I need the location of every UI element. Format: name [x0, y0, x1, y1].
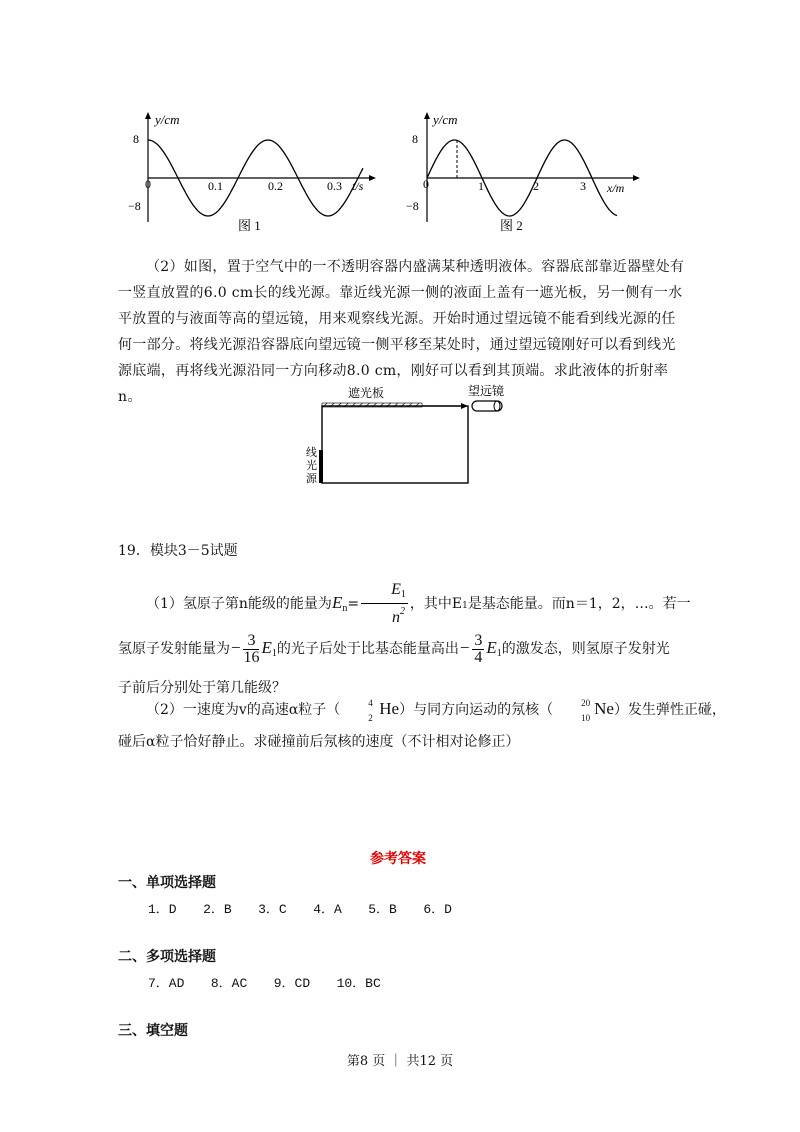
- telescope: [472, 401, 502, 411]
- fig2-xtick-3: 3: [580, 179, 586, 193]
- fig2-xtick-1: 1: [478, 179, 484, 193]
- source-label-2: 光: [306, 459, 317, 472]
- excited-energy-fraction: $\frac{3}{4}$: [474, 631, 483, 666]
- answer-5: 5．B: [368, 902, 397, 917]
- fig1-xtick-3: 0.3: [327, 179, 342, 193]
- line-light-source: [319, 450, 323, 483]
- page-footer: 第8 页 ｜ 共12 页: [346, 1054, 454, 1069]
- answer-2: 2．B: [203, 902, 232, 917]
- fig2-ytick-neg: −8: [406, 199, 419, 213]
- fig2-ytick-pos: 8: [412, 132, 418, 146]
- source-label-1: 线: [306, 446, 317, 459]
- shade-board: [322, 403, 422, 407]
- fig1-origin: 0: [145, 177, 151, 191]
- figure-2-graph: [402, 110, 642, 235]
- section-2-heading: 二、多项选择题: [118, 949, 216, 965]
- fig2-ylabel: y/cm: [433, 112, 458, 127]
- fig1-xlabel: t/s: [352, 179, 364, 193]
- fig1-ytick-neg: −8: [128, 199, 141, 213]
- section-3-heading: 三、填空题: [118, 1023, 188, 1039]
- fig1-caption: 图 1: [238, 218, 261, 233]
- answer-8: 8．AC: [210, 976, 248, 991]
- question-19-part-2: （2）一速度为v的高速α粒子（ 4 2 He）与同方向运动的氖核（ 20 10 Ne）发生弹性正碰， 碰后α粒子恰好静止。求碰撞前后氖核的速度（不计相对论修正）: [118, 694, 698, 757]
- answer-7: 7．AD: [148, 976, 185, 991]
- fig2-origin: 0: [423, 177, 429, 191]
- answer-6: 6．D: [423, 902, 452, 917]
- fig2-xlabel: x/m: [607, 181, 625, 195]
- question-18-part-2: （2）如图，置于空气中的一不透明容器内盛满某种透明液体。容器底部靠近器壁处有一竖直放置的6.0 cm长的线光源。靠近线光源一侧的液面上盖有一遮光板，另一侧有一水平放置的与液面等高的望远镜，用来观察线光源。开始时通过望远镜不能看到线光源的任何一部分。将线光源沿容器底向望远镜一侧平移至某处时，通过望远镜刚好可以看到线光源底端，再将线光源沿同一方向移动8.0 cm，刚好可以看到其顶端。求此液体的折射率n。: [118, 259, 685, 405]
- container-diagram: [300, 380, 520, 490]
- answers-title: 参考答案: [370, 851, 426, 867]
- answer-3: 3．C: [258, 902, 287, 917]
- answer-9: 9．CD: [273, 976, 311, 991]
- section-1-answers: [148, 898, 474, 917]
- section-2-answers: [148, 972, 403, 991]
- question-19-heading: 19．模块3－5试题: [118, 543, 238, 559]
- fig2-caption: 图 2: [500, 218, 523, 233]
- source-label-3: 源: [306, 472, 317, 485]
- fig1-ylabel: y/cm: [155, 112, 180, 127]
- answer-4: 4．A: [313, 902, 342, 917]
- answer-1: 1．D: [148, 902, 177, 917]
- helium-nucleus: 4 2 He: [368, 698, 400, 723]
- fig2-xtick-2: 2: [533, 179, 539, 193]
- neon-nucleus: 20 10 Ne: [581, 698, 614, 723]
- fig1-xtick-1: 0.1: [208, 179, 223, 193]
- fig1-xtick-2: 0.2: [268, 179, 283, 193]
- shade-board-label: 遮光板: [348, 386, 385, 400]
- section-1-heading: 一、单项选择题: [118, 875, 216, 891]
- telescope-label: 望远镜: [468, 384, 505, 398]
- figure-1-graph: [128, 110, 378, 235]
- photon-energy-fraction: $\frac{3}{16}$: [243, 631, 260, 666]
- energy-formula: $\frac{E_1}{n^2}$: [361, 582, 408, 626]
- question-19-part-1: （1）氢原子第n能级的能量为$E_n=$ $\frac{E_1}{n^2}$ ，其中E1是基态能量。而n＝1，2，…。若一 氢原子发射能量为− $\frac{3}{16}$ $E_1$的光子后处于比基态能量高出− $\frac{3}{4}$ $E_1$的激发态，则氢原子发射光 子前后分别处于第几能级？: [118, 581, 691, 696]
- fig1-ytick-pos: 8: [133, 132, 139, 146]
- answer-10: 10．BC: [336, 976, 381, 991]
